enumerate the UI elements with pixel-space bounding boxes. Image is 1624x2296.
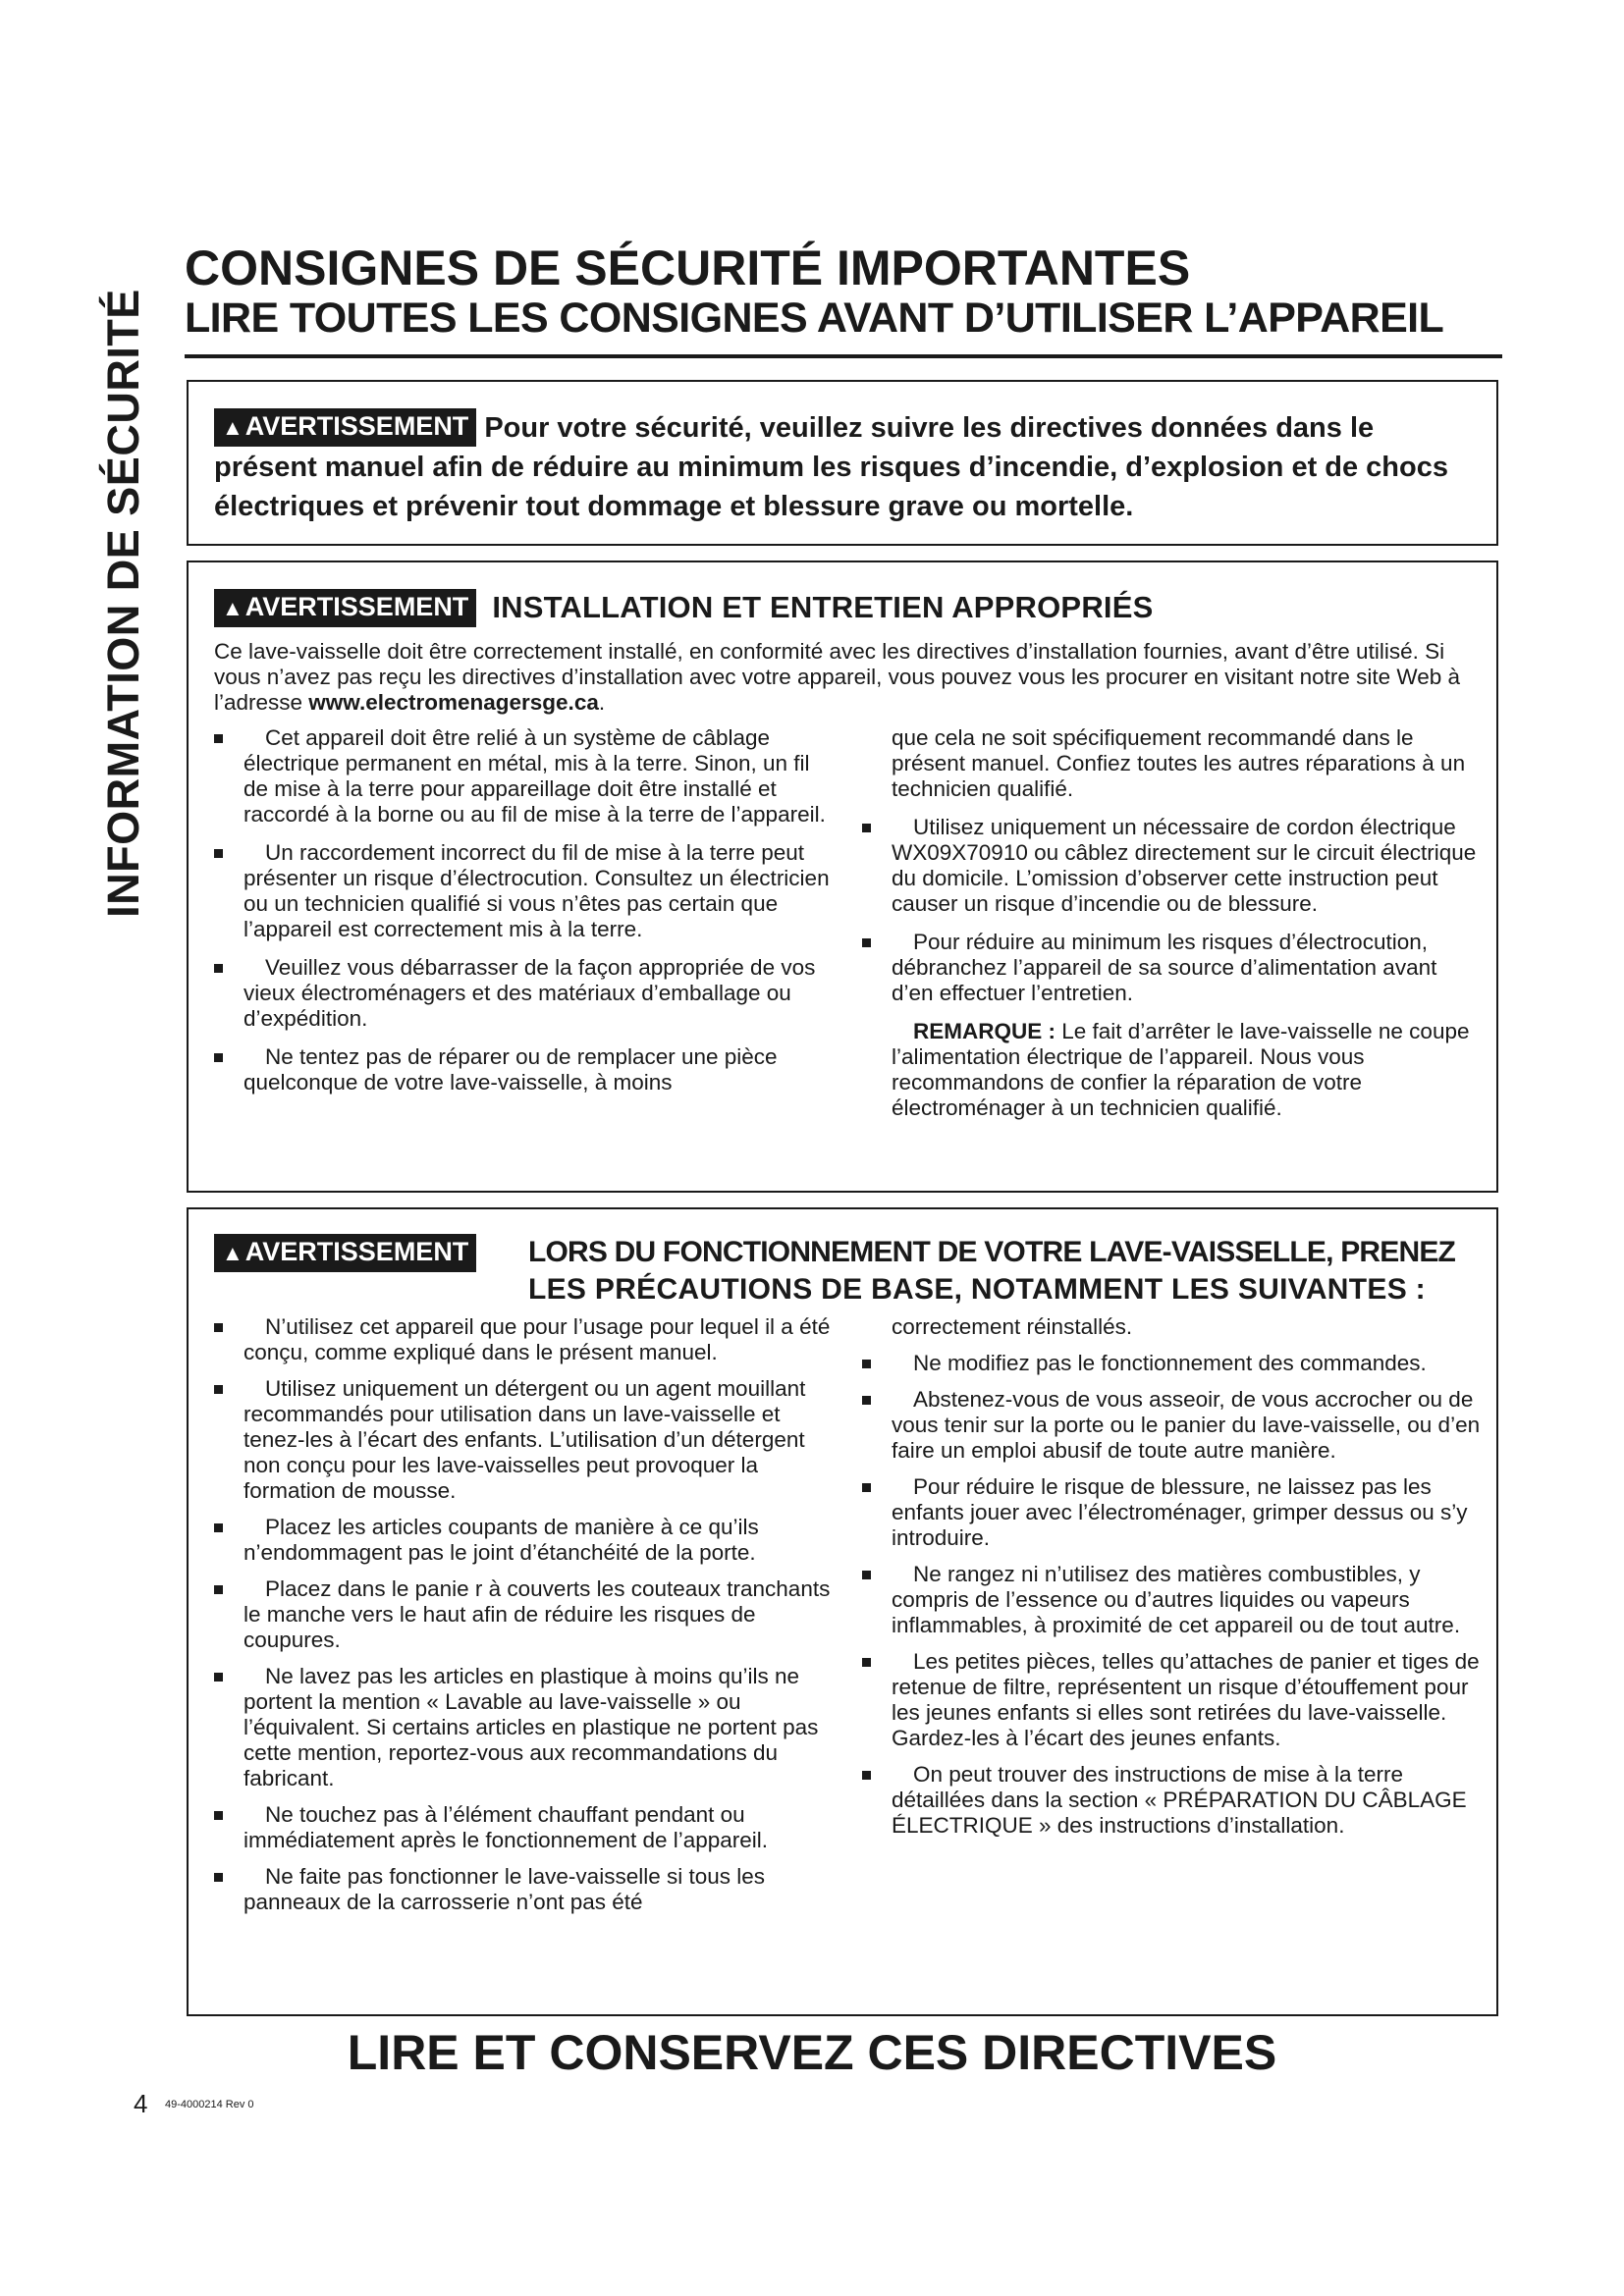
bullet-icon [214, 964, 223, 973]
list-item: On peut trouver des instructions de mise à la terre détaillées dans la section « PRÉPARATION DU CÂBLAGE ÉLECTRIQUE » des instructions d’installation. [862, 1762, 1481, 1839]
list-item: Veuillez vous débarrasser de la façon appropriée de vos vieux électroménagers et des matériaux d’emballage ou d’expédition. [214, 955, 833, 1032]
operation-heading: LORS DU FONCTIONNEMENT DE VOTRE LAVE-VAISSELLE, PRENEZ LES PRÉCAUTIONS DE BASE, NOTAMMENT LES SUIVANTES : [528, 1236, 1456, 1306]
document-reference: 49-4000214 Rev 0 [165, 2099, 254, 2110]
installation-right-column [862, 725, 1481, 1121]
installation-intro: Ce lave-vaisselle doit être correctement installé, en conformité avec les directives d’installation fournies, avant d’être utilisé. Si vous n’avez pas reçu les directives d’installation avec votre appareil, vous pouvez vous les procurer en visitant notre site Web à l’adresse www.electromenagersge.ca. [214, 639, 1460, 715]
list-item: Placez dans le panie r à couverts les couteaux tranchants le manche vers le haut afin de réduire les risques de coupures. [214, 1576, 833, 1653]
list-item: Les petites pièces, telles qu’attaches de panier et tiges de retenue de filtre, représentent un risque d’étouffement pour les jeunes enfants si elles sont retirées du lave-vaisselle. Gardez-les à l’écart des jeunes enfants. [862, 1649, 1481, 1751]
remark-note: REMARQUE : Le fait d’arrêter le lave-vaisselle ne coupe l’alimentation électrique de l’appareil. Nous vous recommandons de confier la réparation de votre électroménager à un technicien qualifié. [892, 1019, 1470, 1120]
list-item: Cet appareil doit être relié à un système de câblage électrique permanent en métal, mis à la terre. Sinon, un fil de mise à la terre pour appareillage doit être installé et raccordé à la borne ou au fil de mise à la terre de l’appareil. [214, 725, 833, 828]
website-link[interactable]: www.electromenagersge.ca [308, 690, 599, 715]
warning-triangle-icon: ▲ [222, 1241, 244, 1265]
list-item: Pour réduire le risque de blessure, ne laissez pas les enfants jouer avec l’électroménager, grimper dessus ou s’y introduire. [862, 1474, 1481, 1551]
operation-left-column [214, 1314, 833, 1926]
list-item: Ne lavez pas les articles en plastique à moins qu’ils ne portent la mention « Lavable au lave-vaisselle » ou l’équivalent. Si certains articles en plastique ne portent pas cette mention, reportez-vous aux recommandations du fabricant. [214, 1664, 833, 1791]
list-item: Pour réduire au minimum les risques d’électrocution, débranchez l’appareil de sa source d’alimentation avant d’en effectuer l’entretien. [862, 930, 1481, 1006]
bullet-icon [862, 824, 871, 832]
bullet-icon [214, 734, 223, 743]
list-item: Ne modifiez pas le fonctionnement des commandes. [862, 1351, 1481, 1376]
bullet-icon [214, 1873, 223, 1882]
installation-left-column [214, 725, 833, 1121]
bullet-icon [862, 1571, 871, 1579]
page-number: 4 [134, 2089, 148, 2118]
page-subtitle: LIRE TOUTES LES CONSIGNES AVANT D’UTILISER L’APPAREIL [185, 294, 1444, 342]
bullet-icon [862, 938, 871, 947]
side-tab-label: INFORMATION DE SÉCURITÉ [98, 289, 148, 918]
list-item: Un raccordement incorrect du fil de mise à la terre peut présenter un risque d’électrocution. Consultez un électricien ou un technicien qualifié si vous n’êtes pas certain que l’appareil est correctement mis à la terre. [214, 840, 833, 942]
bullet-icon [214, 1053, 223, 1062]
bullet-icon [214, 1523, 223, 1532]
bullet-icon [862, 1771, 871, 1780]
bullet-icon [862, 1396, 871, 1405]
footer-title: LIRE ET CONSERVEZ CES DIRECTIVES [347, 2025, 1277, 2080]
warning-badge: ▲AVERTISSEMENT [214, 1234, 476, 1272]
installation-heading: INSTALLATION ET ENTRETIEN APPROPRIÉS [492, 590, 1154, 624]
warning-box-safety [187, 380, 1498, 546]
bullet-icon [214, 1323, 223, 1332]
warning-badge: ▲AVERTISSEMENT [214, 408, 476, 447]
list-item: Ne faite pas fonctionner le lave-vaisselle si tous les panneaux de la carrosserie n’ont pas été [214, 1864, 833, 1915]
safety-statement: Pour votre sécurité, veuillez suivre les directives données dans le présent manuel afin de réduire au minimum les risques d’incendie, d’explosion et de chocs électriques et prévenir tout dommage et blessure grave ou mortelle. [214, 412, 1448, 522]
installation-columns [214, 725, 1481, 1121]
list-item: Abstenez-vous de vous asseoir, de vous accrocher ou de vous tenir sur la porte ou le panier du lave-vaisselle, ou d’en faire un emploi abusif de toute autre manière. [862, 1387, 1481, 1464]
warning-box-safety-text [214, 408, 1481, 526]
bullet-icon [214, 1673, 223, 1682]
list-item-continuation: correctement réinstallés. [892, 1314, 1133, 1339]
warning-triangle-icon: ▲ [222, 596, 244, 620]
warning-box-installation-header [214, 589, 1481, 627]
bullet-icon [214, 849, 223, 858]
operation-columns [214, 1314, 1481, 1926]
warning-badge: ▲AVERTISSEMENT [214, 589, 476, 627]
list-item: Ne rangez ni n’utilisez des matières combustibles, y compris de l’essence ou d’autres liquides ou vapeurs inflammables, à proximité de cet appareil ou de tout autre. [862, 1562, 1481, 1638]
list-item: Ne touchez pas à l’élément chauffant pendant ou immédiatement après le fonctionnement de l’appareil. [214, 1802, 833, 1853]
list-item: N’utilisez cet appareil que pour l’usage pour lequel il a été conçu, comme expliqué dans le présent manuel. [214, 1314, 833, 1365]
list-item: Placez les articles coupants de manière à ce qu’ils n’endommagent pas le joint d’étanchéité de la porte. [214, 1515, 833, 1566]
bullet-icon [214, 1585, 223, 1594]
bullet-icon [862, 1360, 871, 1368]
page-title: CONSIGNES DE SÉCURITÉ IMPORTANTES [185, 240, 1191, 295]
warning-triangle-icon: ▲ [222, 415, 244, 440]
operation-right-column [862, 1314, 1481, 1926]
list-item: Ne tentez pas de réparer ou de remplacer une pièce quelconque de votre lave-vaisselle, à moins [214, 1044, 833, 1095]
list-item-continuation: que cela ne soit spécifiquement recommandé dans le présent manuel. Confiez toutes les autres réparations à un technicien qualifié. [892, 725, 1466, 801]
warning-box-operation [187, 1207, 1498, 2016]
list-item: Utilisez uniquement un détergent ou un agent mouillant recommandés pour utilisation dans un lave-vaisselle et tenez-les à l’écart des enfants. L’utilisation d’un détergent non conçu pour les lave-vaisselles peut provoquer la formation de mousse. [214, 1376, 833, 1504]
list-item: Utilisez uniquement un nécessaire de cordon électrique WX09X70910 ou câblez directement sur le circuit électrique du domicile. L’omission d’observer cette instruction peut causer un risque d’incendie ou de blessure. [862, 815, 1481, 917]
bullet-icon [862, 1483, 871, 1492]
warning-box-installation [187, 561, 1498, 1193]
title-rule [185, 354, 1502, 358]
bullet-icon [214, 1385, 223, 1394]
bullet-icon [862, 1658, 871, 1667]
bullet-icon [214, 1811, 223, 1820]
